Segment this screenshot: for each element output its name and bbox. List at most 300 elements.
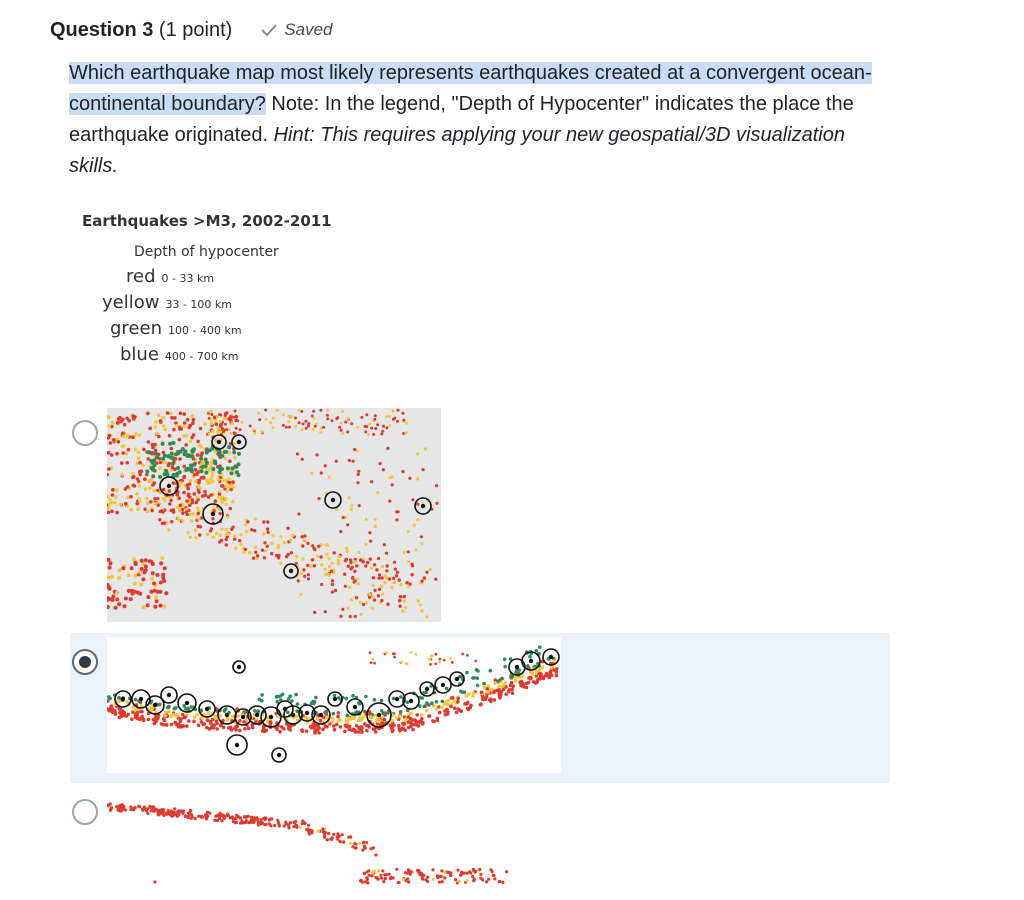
quake-dot (161, 576, 165, 580)
quake-dot (323, 568, 326, 571)
quake-dot (214, 499, 218, 503)
quake-dot (301, 458, 304, 461)
quake-dot (138, 473, 142, 477)
quake-dot (157, 413, 161, 417)
quake-dot (181, 512, 184, 515)
quake-dot (317, 545, 320, 548)
quake-dot (339, 725, 343, 729)
shallow-linear-map[interactable] (107, 794, 527, 900)
quake-dot (164, 711, 168, 715)
quake-dot (421, 878, 424, 881)
quake-dot (398, 727, 402, 731)
quake-dot (366, 561, 369, 564)
large-quake-center (353, 705, 357, 709)
quake-dot (492, 691, 496, 695)
quake-dot (339, 615, 342, 618)
quake-dot (276, 546, 279, 549)
quake-dot (522, 685, 526, 689)
quake-dot (381, 593, 384, 596)
option-2-radio[interactable] (72, 649, 98, 675)
quake-dot (215, 532, 218, 535)
quake-dot (237, 473, 241, 477)
quake-dot (253, 529, 256, 532)
quake-dot (111, 421, 115, 425)
quake-dot (185, 434, 189, 438)
quake-dot (144, 558, 148, 562)
quake-dot (426, 571, 429, 574)
option-3-radio[interactable] (72, 799, 98, 825)
quake-dot (411, 498, 414, 501)
quake-dot (420, 579, 423, 582)
quake-dot (246, 520, 249, 523)
quake-dot (193, 473, 197, 477)
quake-dot (264, 816, 267, 819)
quake-dot (138, 484, 142, 488)
quake-dot (313, 548, 316, 551)
large-quake-center (319, 713, 323, 717)
quake-dot (266, 531, 269, 534)
large-quake-center (185, 701, 189, 705)
quake-dot (379, 874, 382, 877)
quake-dot (474, 660, 477, 663)
quake-dot (148, 559, 152, 563)
quake-dot (382, 880, 385, 883)
quake-dot (380, 699, 384, 703)
large-quake-center (269, 715, 273, 719)
quake-dot (124, 597, 128, 601)
answer-option-3[interactable] (70, 790, 890, 900)
quake-dot (493, 698, 497, 702)
answer-option-1[interactable] (70, 400, 890, 630)
quake-dot (382, 425, 385, 428)
quake-dot (197, 815, 200, 818)
quake-dot (189, 809, 192, 812)
quake-dot (481, 695, 485, 699)
quake-dot (344, 585, 347, 588)
quake-dot (308, 832, 311, 835)
quake-dot (368, 874, 371, 877)
quake-dot (538, 645, 542, 649)
quake-dot (239, 428, 242, 431)
quake-dot (435, 653, 438, 656)
quake-dot (209, 529, 212, 532)
quake-dot (191, 512, 194, 515)
quake-dot (405, 422, 408, 425)
quake-dot (461, 653, 464, 656)
quake-dot (351, 694, 355, 698)
quake-dot (491, 870, 494, 873)
quake-dot (139, 710, 143, 714)
quake-dot (123, 604, 127, 608)
quake-dot (368, 596, 371, 599)
quake-dot (218, 512, 221, 515)
quake-dot (406, 663, 409, 666)
quake-dot (199, 457, 203, 461)
quake-dot (333, 694, 337, 698)
quake-dot (219, 420, 222, 423)
quake-dot (478, 868, 481, 871)
quake-dot (456, 697, 460, 701)
quake-dot (425, 709, 429, 713)
large-quake-center (235, 743, 239, 747)
quake-dot (337, 711, 341, 715)
quake-dot (215, 422, 219, 426)
option-1-radio[interactable] (72, 420, 98, 446)
quake-dot (170, 520, 173, 523)
quake-dot (494, 678, 498, 682)
quake-dot (210, 413, 213, 416)
quake-dot (166, 411, 170, 415)
legend-range: 400 - 700 km (164, 350, 239, 363)
quake-dot (403, 595, 406, 598)
quake-dot (129, 508, 133, 512)
quake-dot (307, 577, 310, 580)
quake-dot (194, 501, 198, 505)
quake-dot (399, 595, 402, 598)
quake-dot (463, 691, 467, 695)
quake-dot (153, 463, 157, 467)
quake-dot (121, 709, 125, 713)
quake-dot (213, 819, 216, 822)
quake-dot (192, 720, 196, 724)
quake-dot (173, 807, 176, 810)
quake-dot (237, 714, 241, 718)
quake-dot (182, 491, 186, 495)
quake-dot (422, 468, 425, 471)
quake-dot (337, 562, 340, 565)
quake-dot (118, 568, 122, 572)
quake-dot (134, 574, 138, 578)
quake-dot (243, 727, 247, 731)
quake-dot (372, 658, 375, 661)
quake-dot (185, 499, 188, 502)
quake-dot (247, 727, 251, 731)
quake-dot (184, 815, 187, 818)
quake-dot (407, 726, 411, 730)
quake-dot (479, 873, 482, 876)
quake-dot (438, 661, 441, 664)
quake-dot (316, 724, 320, 728)
quake-dot (159, 604, 163, 608)
quake-dot (184, 715, 188, 719)
quake-dot (410, 651, 413, 654)
quake-dot (305, 729, 309, 733)
quake-dot (519, 682, 523, 686)
quake-dot (137, 457, 141, 461)
quake-dot (440, 706, 444, 710)
quake-dot (325, 553, 328, 556)
large-quake-center (277, 753, 281, 757)
quake-dot (466, 701, 470, 705)
quake-dot (115, 805, 118, 808)
quake-dot (449, 705, 453, 709)
quake-dot (121, 566, 125, 570)
scattered-mixed-depth-map[interactable] (107, 408, 441, 622)
quake-dot (204, 458, 208, 462)
quake-dot (371, 595, 374, 598)
quake-dot (479, 703, 483, 707)
quake-dot (385, 415, 388, 418)
quake-dot (155, 599, 159, 603)
quake-dot (219, 430, 222, 433)
quake-dot (227, 477, 231, 481)
legend-title: Earthquakes >M3, 2002-2011 (82, 212, 332, 230)
quake-dot (349, 558, 352, 561)
quake-dot (319, 431, 322, 434)
quake-dot (344, 697, 348, 701)
quake-dot (176, 723, 180, 727)
quake-dot (182, 434, 186, 438)
quake-dot (261, 729, 265, 733)
quake-dot (224, 423, 227, 426)
quake-dot (359, 879, 362, 882)
quake-dot (140, 469, 144, 473)
quake-dot (326, 409, 329, 412)
quake-dot (341, 833, 344, 836)
quake-dot (229, 415, 233, 419)
quake-dot (404, 871, 407, 874)
quake-dot (475, 668, 479, 672)
quake-dot (234, 821, 237, 824)
quake-dot (135, 492, 139, 496)
quake-dot (398, 599, 401, 602)
legend-range: 0 - 33 km (161, 272, 215, 285)
quake-dot (351, 576, 354, 579)
quake-dot (456, 700, 460, 704)
quake-dot (349, 615, 352, 618)
quake-dot (290, 551, 293, 554)
quake-dot (344, 421, 347, 424)
quake-dot (380, 599, 383, 602)
quake-dot (159, 461, 163, 465)
saved-status (260, 20, 332, 40)
quake-dot (396, 571, 399, 574)
quake-dot (485, 690, 489, 694)
quake-dot (348, 586, 351, 589)
quake-dot (141, 577, 145, 581)
quake-dot (524, 682, 528, 686)
quake-dot (471, 676, 475, 680)
quake-dot (149, 705, 153, 709)
quake-dot (225, 489, 229, 493)
quake-dot (431, 868, 434, 871)
quake-dot (502, 688, 506, 692)
quake-dot (208, 812, 211, 815)
quake-dot (316, 554, 319, 557)
quake-dot (331, 583, 334, 586)
quake-dot (116, 421, 120, 425)
quake-dot (150, 577, 154, 581)
quake-dot (153, 880, 156, 883)
quake-dot (170, 416, 174, 420)
quake-dot (182, 504, 185, 507)
quake-dot (401, 609, 404, 612)
quake-dot (373, 698, 377, 702)
quake-dot (245, 816, 248, 819)
quake-dot (459, 690, 463, 694)
quake-dot (390, 586, 393, 589)
quake-dot (488, 698, 492, 702)
quake-dot (107, 415, 111, 419)
quake-dot (395, 574, 398, 577)
quake-dot (372, 576, 375, 579)
quake-dot (220, 454, 224, 458)
quake-dot (313, 611, 316, 614)
quake-dot (443, 876, 446, 879)
quake-dot (160, 556, 164, 560)
quake-dot (297, 579, 300, 582)
quake-dot (192, 447, 196, 451)
quake-dot (183, 475, 187, 479)
quake-dot (112, 438, 116, 442)
quake-dot (190, 469, 194, 473)
quake-dot (381, 565, 384, 568)
quake-dot (179, 450, 183, 454)
quake-dot (425, 615, 428, 618)
quake-dot (363, 872, 366, 875)
quake-dot (216, 426, 220, 430)
prompt-hint: Hint: This requires applying your new geospatial/3D visualization skills. (69, 124, 845, 177)
quake-dot (224, 707, 228, 711)
quake-dot (511, 685, 515, 689)
quake-dot (152, 489, 156, 493)
quake-dot (122, 714, 126, 718)
quake-dot (234, 547, 237, 550)
quake-dot (226, 516, 229, 519)
quake-dot (139, 583, 143, 587)
quake-dot (468, 870, 471, 873)
quake-dot (451, 661, 454, 664)
quake-dot (374, 730, 378, 734)
quake-dot (328, 476, 331, 479)
quake-dot (435, 502, 438, 505)
legend-color-name: blue (120, 344, 159, 365)
quake-dot (386, 447, 389, 450)
quake-dot (152, 805, 155, 808)
quake-dot (145, 497, 149, 501)
quake-dot (287, 824, 290, 827)
quake-dot (320, 583, 323, 586)
quake-dot (373, 662, 376, 665)
quake-dot (399, 695, 403, 699)
quake-dot (372, 584, 375, 587)
quake-dot (376, 491, 379, 494)
quake-dot (347, 565, 350, 568)
large-quake-center (241, 715, 245, 719)
quake-dot (170, 452, 174, 456)
quake-dot (107, 803, 110, 806)
quake-dot (415, 723, 419, 727)
large-quake-center (425, 687, 429, 691)
quake-dot (119, 503, 123, 507)
quake-dot (432, 878, 435, 881)
quake-dot (248, 551, 251, 554)
quake-dot (555, 674, 559, 678)
quake-dot (311, 544, 314, 547)
quake-dot (215, 727, 219, 731)
quake-dot (446, 712, 450, 716)
quake-dot (194, 468, 198, 472)
quake-dot (301, 822, 304, 825)
quake-dot (314, 696, 318, 700)
quake-dot (192, 418, 196, 422)
quake-dot (351, 566, 354, 569)
quake-dot (472, 691, 476, 695)
quake-dot (115, 452, 119, 456)
quake-dot (385, 552, 388, 555)
quake-dot (350, 508, 353, 511)
quake-dot (161, 522, 164, 525)
quake-dot (372, 727, 376, 731)
quake-dot (159, 811, 162, 814)
quake-dot (358, 504, 361, 507)
large-quake-center (529, 659, 533, 663)
quake-dot (395, 716, 399, 720)
quake-dot (347, 607, 350, 610)
quake-dot (190, 454, 194, 458)
quake-dot (407, 881, 410, 884)
quake-dot (305, 717, 309, 721)
quake-dot (374, 414, 377, 417)
quake-dot (162, 717, 166, 721)
quake-dot (354, 843, 357, 846)
quake-dot (186, 513, 189, 516)
quake-dot (393, 581, 396, 584)
quake-dot (238, 539, 241, 542)
quake-dot (311, 829, 314, 832)
quake-dot (232, 416, 235, 419)
quake-dot (161, 442, 165, 446)
quake-dot (239, 817, 242, 820)
quake-dot (453, 706, 457, 710)
quake-dot (540, 675, 544, 679)
quake-dot (510, 681, 514, 685)
quake-dot (389, 877, 392, 880)
quake-dot (337, 719, 341, 723)
quake-dot (177, 811, 180, 814)
quake-dot (208, 468, 212, 472)
answer-option-2[interactable] (70, 633, 890, 783)
quake-dot (173, 707, 177, 711)
quake-dot (440, 869, 443, 872)
quake-dot (244, 523, 247, 526)
quake-dot (337, 696, 341, 700)
quake-dot (342, 516, 345, 519)
quake-dot (121, 451, 125, 455)
quake-dot (138, 461, 142, 465)
quake-dot (485, 880, 488, 883)
quake-dot (155, 573, 159, 577)
quake-dot (233, 431, 237, 435)
quake-dot (129, 597, 133, 601)
quake-dot (388, 415, 391, 418)
quake-dot (152, 582, 156, 586)
quake-dot (176, 466, 180, 470)
quake-dot (360, 726, 364, 730)
legend-subtitle: Depth of hypocenter (134, 244, 279, 260)
quake-dot (130, 717, 134, 721)
quake-dot (158, 518, 161, 521)
quake-dot (183, 421, 187, 425)
quake-dot (229, 507, 233, 511)
quake-dot (471, 875, 474, 878)
arc-subduction-map[interactable] (107, 637, 561, 773)
quake-dot (203, 490, 207, 494)
quake-dot (176, 713, 180, 717)
quake-dot (435, 484, 438, 487)
quake-dot (378, 577, 381, 580)
quake-dot (287, 553, 290, 556)
